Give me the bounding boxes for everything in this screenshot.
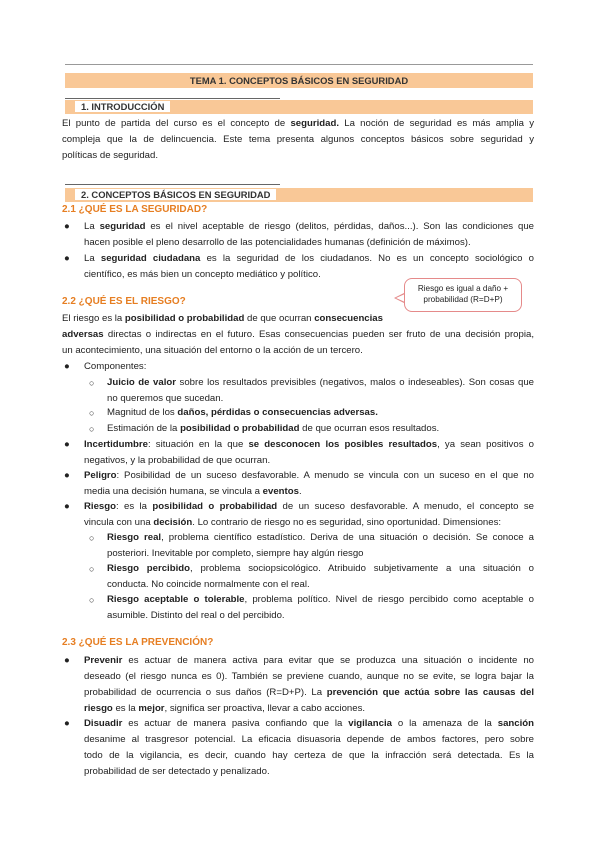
section-heading-band (65, 188, 533, 202)
circle-bullet-icon: ○ (89, 533, 95, 543)
risk-paragraph: El riesgo es la posibilidad o probabilidad de que ocurran consecuencias adversas directas o indirectas en el futuro. Esas consecuencias pueden ser fruto de una decisión propia, un acontecimiento, una situación del entorno o la acción de un tercero. (62, 313, 534, 356)
list-item: ● Prevenir es actuar de manera activa para evitar que se produzca una situación o incidente no deseado (el riesgo nunca es 0). También se previene cuando, aunque no se evite, se logra bajar la probabilidad de ocurrencia o sus daños (R=D+P). La prevención que actúa sobre las causas del riesgo es la mejor, significa ser proactiva, llevar a cabo acciones. (64, 655, 535, 714)
subheading-riesgo: 2.2 ¿QUÉ ES EL RIESGO? (62, 296, 186, 307)
bullet-icon: ● (64, 253, 70, 264)
section-rule (65, 184, 280, 185)
circle-bullet-icon: ○ (89, 378, 95, 388)
document-title: TEMA 1. CONCEPTOS BÁSICOS EN SEGURIDAD (65, 73, 533, 88)
circle-bullet-icon: ○ (89, 424, 95, 434)
list-item: ● La seguridad es el nivel aceptable de riesgo (delitos, pérdidas, daños...). Son las condiciones que hacen posible el pleno desarrollo de las potencialidades humanas (definición de máximos). (64, 221, 534, 248)
bullet-icon: ● (64, 221, 70, 232)
list-item: ● La seguridad ciudadana es la seguridad de los ciudadanos. No es un concepto sociológico o científico, es más bien un concepto mediático y político. (64, 253, 534, 280)
sub-list-item: ○ Riesgo percibido, problema sociopsicológico. Atribuido subjetivamente a una situación o conducta. No coincide normalmente con el real. (89, 563, 534, 590)
bullet-icon: ● (64, 470, 70, 481)
bullet-icon: ● (64, 501, 70, 512)
list-item: ● Disuadir es actuar de manera pasiva confiando que la vigilancia o la amenaza de la sanción desanime al trasgresor potencial. La eficacia disuasoria depende de ambos factores, pero sobre todo de la vigilancia, es decir, cuando hay certeza de que la infracción será detectada. Es la probabilidad de ser detectado y penalizado. (64, 718, 534, 777)
subheading-prevencion: 2.3 ¿QUÉ ES LA PREVENCIÓN? (62, 637, 214, 648)
bullet-icon: ● (64, 439, 70, 450)
bullet-icon: ● (64, 718, 70, 729)
circle-bullet-icon: ○ (89, 408, 95, 418)
subheading-seguridad: 2.1 ¿QUÉ ES LA SEGURIDAD? (62, 204, 208, 215)
list-item: ● Incertidumbre: situación en la que se desconocen los posibles resultados, ya sean positivos o negativos, y la probabilidad de que ocurran. (64, 439, 534, 466)
sub-list-item: ○ Riesgo aceptable o tolerable, problema político. Nivel de riesgo percibido como aceptable o asumible. Distinto del real o del percibido. (89, 594, 534, 621)
risk-formula-callout: Riesgo es igual a daño + probabilidad (R=D+P) (404, 278, 522, 312)
list-item: ● Riesgo: es la posibilidad o probabilidad de un suceso desfavorable. A menudo, el concepto se vincula con una decisión. Lo contrario de riesgo no es seguridad, sino oportunidad. Dimensiones: (64, 501, 535, 528)
sub-list-item: ○ Juicio de valor sobre los resultados previsibles (negativos, malos o indeseables). Son cosas que no queremos que sucedan. (89, 377, 534, 404)
sub-list-item: ○ Magnitud de los daños, pérdidas o consecuencias adversas. (107, 405, 534, 421)
intro-paragraph: El punto de partida del curso es el concepto de seguridad. La noción de seguridad es más amplia y compleja que la de delincuencia. Este tema presenta algunos conceptos básicos sobre seguridad y políticas de seguridad. (62, 118, 535, 161)
section-heading-intro: 1. INTRODUCCIÓN (75, 101, 170, 112)
circle-bullet-icon: ○ (89, 564, 95, 574)
bullet-icon: ● (64, 361, 70, 372)
section-heading-concepts: 2. CONCEPTOS BÁSICOS EN SEGURIDAD (75, 189, 276, 200)
circle-bullet-icon: ○ (89, 595, 95, 605)
sub-list-item: ○ Estimación de la posibilidad o probabilidad de que ocurran esos resultados. (107, 421, 534, 437)
list-item: ● Componentes: (84, 359, 534, 375)
section-rule (65, 98, 280, 99)
list-item: ● Peligro: Posibilidad de un suceso desfavorable. A menudo se vincula con un suceso en el que no media una decisión humana, se vincula a eventos. (64, 470, 534, 497)
section-heading-band (65, 100, 533, 114)
sub-list-item: ○ Riesgo real, problema científico estadístico. Deriva de una situación o decisión. Se conoce a posteriori. Inevitable por completo, siempre hay algún riesgo (89, 532, 534, 559)
bullet-icon: ● (64, 655, 70, 666)
top-rule (65, 64, 533, 65)
